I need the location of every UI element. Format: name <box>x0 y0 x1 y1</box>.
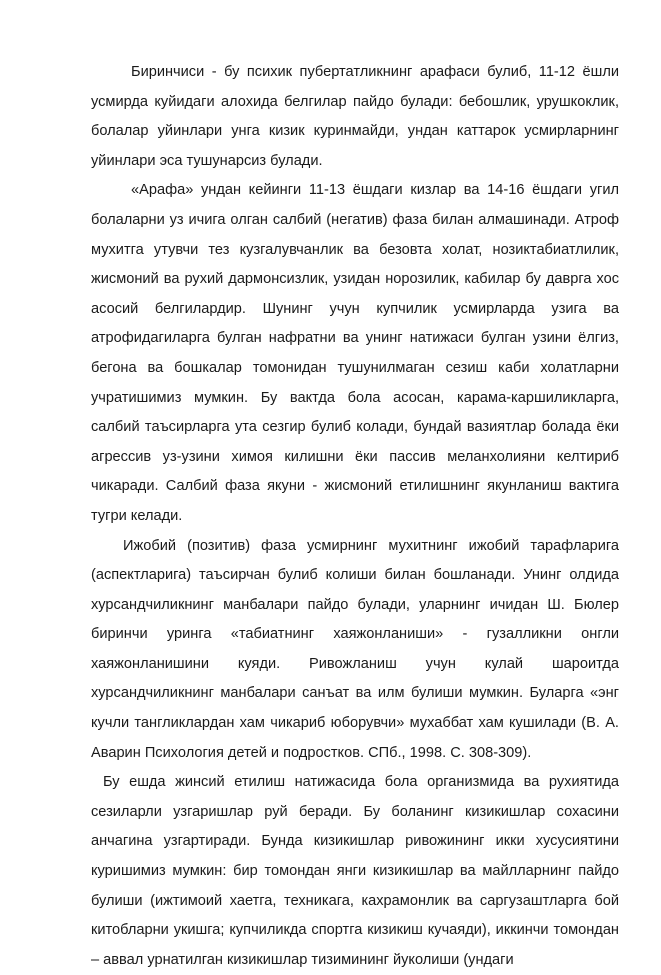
paragraph-negative-phase: «Арафа» ундан кейинги 11-13 ёшдаги кизлар ва 14-16 ёшдаги угил болаларни уз ичига олган салбий (негатив) фаза билан алмашинади. Атроф мухитга утувчи тез кузгалувчанлик ва безовта холат, нозиктабиатлилик, жисмоний ва рухий дармонсизлик, узидан норозилик, кабилар бу даврга хос асосий белгилардир. Шунинг учун купчилик усмирларда узига ва атрофидагиларга булган нафратни ва унинг натижаси булган узини ёлгиз, бегона ва бошкалар томонидан тушунилмаган сезиш каби холатларни учратишимиз мумкин. Бу вактда бола асосан, карама-каршиликларга, салбий таъсирларга ута сезгир булиб колади, бундай вазиятлар болада ёки агрессив уз-узини химоя килишни ёки пассив меланхолияни келтириб чикаради. Салбий фаза якуни - жисмоний етилишнинг якунланиш вактига тугри келади. <box>91 182 619 524</box>
paragraph-interests-change: Бу ешда жинсий етилиш натижасида бола организмида ва рухиятида сезиларли узгаришлар руй беради. Бу боланинг кизикишлар сохасини анчагина узгартиради. Бунда кизикишлар ривожининг икки хусусиятини куришимиз мумкин: бир томондан янги кизикишлар ва майлларнинг пайдо булиши (ижтимоий хаетга, техникага, кахрамонлик ва саргузаштларга бой китобларни укишга; купчиликда спортга кизикиш кучаяди), иккинчи томондан – аввал урнатилган кизикишлар тизимининг йуколиши (ундаги <box>91 774 619 968</box>
paragraph-puberty-onset: Биринчиси - бу психик пубертатликнинг арафаси булиб, 11-12 ёшли усмирда куйидаги алохида белгилар пайдо булади: бебошлик, урушкоклик, болалар уйинлари унга кизик куринмайди, ундан каттарок усмирларнинг уйинлари эса тушунарсиз булади. <box>91 64 619 169</box>
paragraph-positive-phase: Ижобий (позитив) фаза усмирнинг мухитнинг ижобий тарафларига (аспектларига) таъсирчан булиб колиши билан бошланади. Унинг олдида хурсандчиликнинг манбалари пайдо булади, уларнинг ичидан Ш. Бюлер биринчи уринга «табиатнинг хаяжонланиши» - гузалликни онгли хаяжонланишини куяди. Ривожланиш учун кулай шароитда хурсандчиликнинг манбалари санъат ва илм булиши мумкин. Буларга «энг кучли тангликлардан хам чикариб юборувчи» мухаббат хам кушилади (В. А. Аварин Психология детей и подростков. СПб., 1998. С. 308-309). <box>91 537 619 761</box>
document-page <box>91 58 619 975</box>
